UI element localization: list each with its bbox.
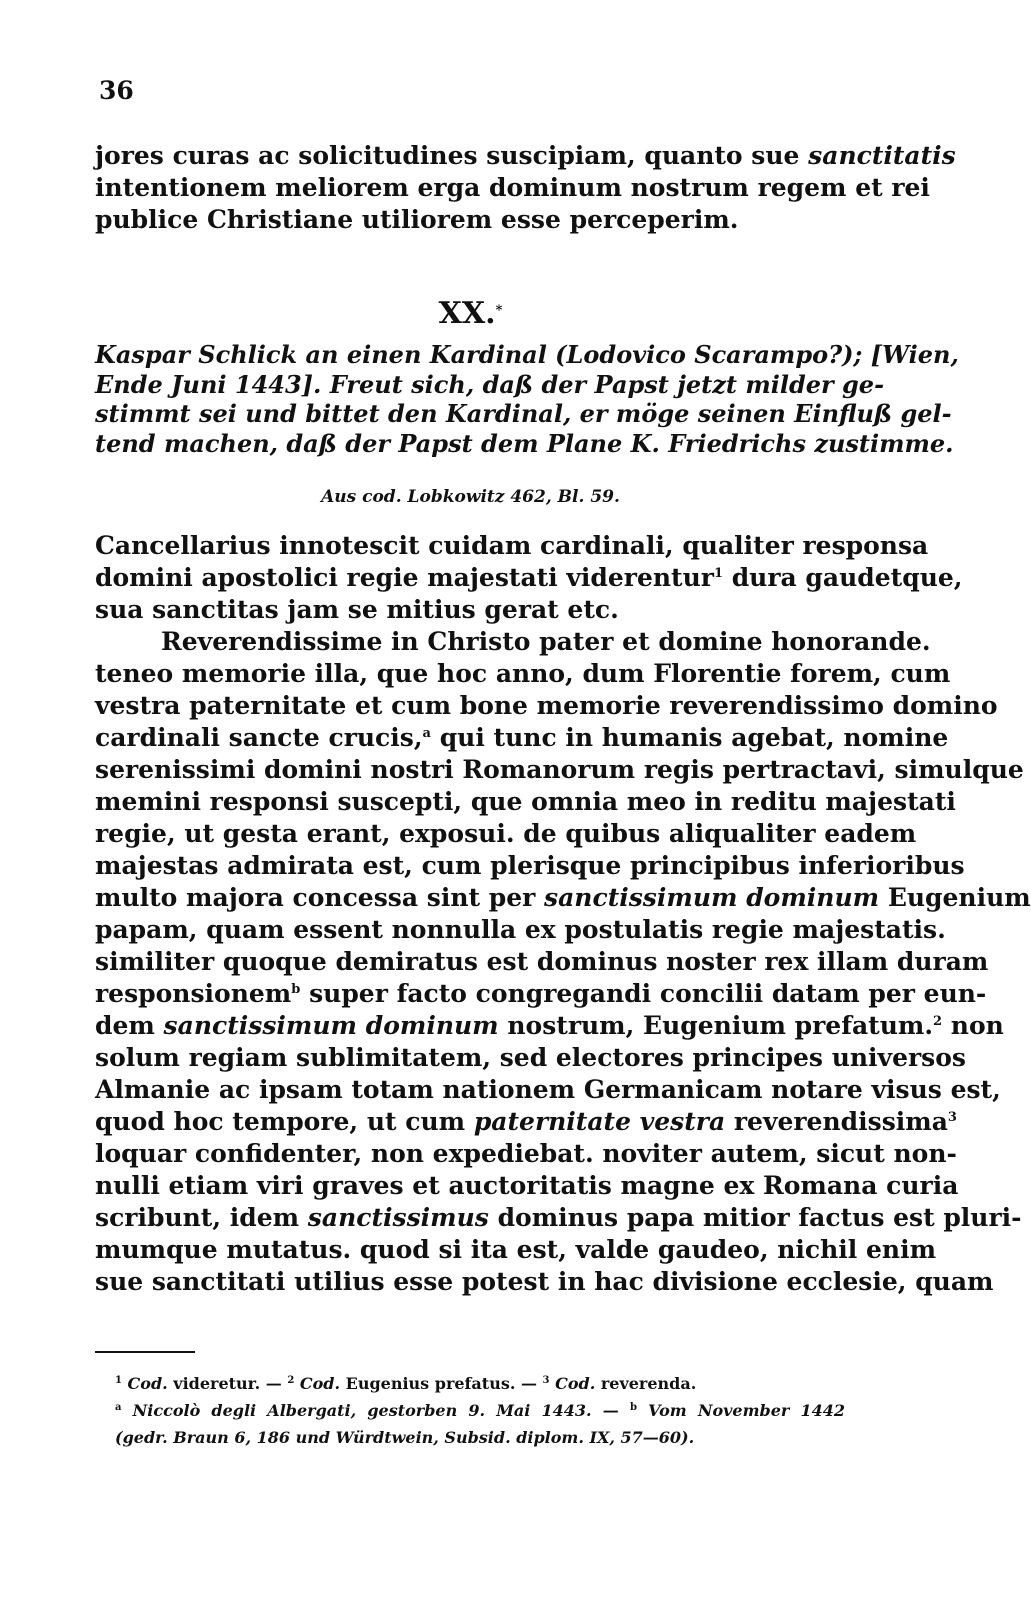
text-run [357, 1011, 366, 1040]
text-run: dem [95, 1011, 164, 1040]
text-run: videretur. — [167, 1374, 288, 1393]
text-run [121, 1401, 132, 1420]
text-line [95, 722, 949, 754]
text-run: similiter quoque demiratus est dominus noster rex illam duram [95, 947, 989, 976]
text-run: super facto congregandi concilii datam per eun- [300, 979, 987, 1008]
text-run: regie, ut gesta erant, exposui. de quibus aliqualiter eadem [95, 819, 917, 848]
italic-run: dominum [746, 883, 880, 912]
page-number: 36 [99, 76, 134, 105]
text-line [95, 594, 846, 626]
regest-line: tend machen, daß der Papst dem Plane K. Friedrichs zustimme. [95, 428, 954, 458]
italic-run: sanctitatis [808, 141, 956, 170]
footnote-line [115, 1424, 845, 1451]
footnote-line [115, 1397, 845, 1424]
text-run: quod hoc tempore, ut cum [95, 1107, 474, 1136]
note-marker: a [422, 726, 431, 741]
text-run: domini apostolici regie majestati viderentur [95, 563, 714, 592]
text-run: reverendissima [725, 1107, 948, 1136]
text-line [95, 658, 951, 690]
italic-run: Cod. [555, 1374, 596, 1393]
text-run: qui tunc in humanis agebat, nomine [430, 723, 949, 752]
text-line [95, 1074, 1001, 1106]
italic-run: sanctissimum [163, 1011, 357, 1040]
text-run: loquar confidenter, non expediebat. noviter autem, sicut non- [95, 1139, 957, 1168]
text-line [95, 1106, 957, 1138]
text-line [95, 754, 1024, 786]
text-line [95, 1202, 1022, 1234]
text-line [95, 882, 1031, 914]
italic-run: vestra [639, 1107, 726, 1136]
heading-note-mark: * [495, 303, 503, 318]
text-run: memini responsi suscepti, que omnia meo in reditu majestati [95, 787, 956, 816]
italic-run: sanctissimum [544, 883, 738, 912]
note-marker: 2 [933, 1014, 943, 1029]
text-run: solum regiam sublimitatem, sed electores principes universos [95, 1043, 966, 1072]
footnotes [115, 1370, 845, 1451]
footnote-line [115, 1370, 845, 1397]
text-run: serenissimi domini nostri Romanorum regis pertractavi, simulque [95, 755, 1024, 784]
italic-run: (gedr. Braun 6, 186 und Würdtwein, Subsid. diplom. IX, 57—60). [115, 1428, 695, 1447]
text-line [95, 1042, 966, 1074]
text-line [95, 1266, 994, 1298]
regest-line: Ende Juni 1443]. Freut sich, daß der Papst jetzt milder ge- [95, 369, 885, 399]
text-run: non [942, 1011, 1004, 1040]
text-run: sua sanctitas jam se mitius gerat etc. [95, 595, 619, 624]
text-run [737, 883, 746, 912]
text-line [95, 530, 929, 562]
text-run: papam, quam essent nonnulla ex postulatis regie majestatis. [95, 915, 946, 944]
text-line [95, 1138, 957, 1170]
text-run: nulli etiam viri graves et auctoritatis magne ex Romana curia [95, 1171, 959, 1200]
text-line [95, 690, 998, 722]
text-run: cardinali sancte crucis, [95, 723, 423, 752]
italic-run: dominum [365, 1011, 499, 1040]
note-marker: b [629, 1402, 637, 1413]
letter-body [95, 530, 1031, 1298]
text-run: sue sanctitati utilius esse potest in hac divisione ecclesie, quam [95, 1267, 994, 1296]
note-marker: 2 [287, 1375, 295, 1386]
text-run: jores curas ac solicitudines suscipiam, quanto sue [95, 141, 809, 170]
text-line [95, 562, 963, 594]
note-marker: a [115, 1402, 122, 1413]
text-run: Cancellarius innotescit cuidam cardinali, qualiter responsa [95, 531, 929, 560]
text-run [631, 1107, 640, 1136]
text-run: scribunt, idem [95, 1203, 308, 1232]
note-marker: 1 [713, 566, 723, 581]
text-line [95, 1170, 959, 1202]
text-line [95, 946, 989, 978]
text-run [637, 1401, 648, 1420]
italic-run: paternitate [473, 1107, 632, 1136]
text-run: intentionem meliorem erga dominum nostrum regem et rei [95, 173, 930, 202]
section-number: XX. [438, 296, 496, 331]
regest-line: stimmt sei und bittet den Kardinal, er möge seinen Einfluß gel- [95, 399, 952, 428]
text-run: teneo memorie illa, que hoc anno, dum Florentie forem, cum [95, 659, 951, 688]
text-run: Reverendissime in Christo pater et domine honorande. [161, 627, 931, 656]
italic-run: Vom November 1442 [648, 1401, 846, 1420]
text-line [95, 140, 956, 172]
italic-run: Niccolò degli Albergati, gestorben 9. Mai 1443. — [132, 1401, 630, 1420]
italic-run: sanctissimus [307, 1203, 489, 1232]
text-run: nostrum, Eugenium prefatum. [498, 1011, 934, 1040]
source-citation: Aus cod. Lobkowitz 462, Bl. 59. [321, 487, 620, 507]
text-line [95, 204, 846, 236]
italic-run: Cod. [127, 1374, 168, 1393]
text-line [95, 978, 987, 1010]
text-line [95, 626, 931, 658]
footnote-rule [95, 1351, 195, 1353]
text-run: Almanie ac ipsam totam nationem Germanicam notare visus est, [95, 1075, 1001, 1104]
regest-line: Kaspar Schlick an einen Kardinal (Lodovico Scarampo?); [Wien, [95, 340, 959, 369]
text-run: reverenda. [595, 1374, 697, 1393]
text-run: dura gaudetque, [723, 563, 963, 592]
note-marker: b [291, 982, 301, 997]
text-line [95, 850, 965, 882]
text-line [95, 818, 917, 850]
text-run: multo majora concessa sint per [95, 883, 545, 912]
italic-run: Cod. [299, 1374, 341, 1393]
text-line [95, 914, 946, 946]
note-marker: 3 [542, 1375, 550, 1386]
intro-paragraph [95, 140, 956, 236]
text-line [95, 1010, 1004, 1042]
text-line [95, 172, 930, 204]
text-run: dominus papa mitior factus est pluri- [488, 1203, 1022, 1232]
text-run: publice Christiane utiliorem esse perceperim. [95, 205, 739, 234]
text-run: Eugenium [879, 883, 1031, 912]
note-marker: 1 [115, 1375, 122, 1386]
section-heading [95, 294, 846, 334]
text-run: majestas admirata est, cum plerisque principibus inferioribus [95, 851, 965, 880]
regest-summary [95, 340, 959, 458]
note-marker: 3 [947, 1110, 957, 1125]
text-run: vestra paternitate et cum bone memorie reverendissimo domino [95, 691, 998, 720]
text-run: mumque mutatus. quod si ita est, valde gaudeo, nichil enim [95, 1235, 937, 1264]
text-line [95, 1234, 937, 1266]
text-line [95, 786, 956, 818]
text-run: Eugenius prefatus. — [340, 1374, 543, 1393]
text-run: responsionem [95, 979, 292, 1008]
